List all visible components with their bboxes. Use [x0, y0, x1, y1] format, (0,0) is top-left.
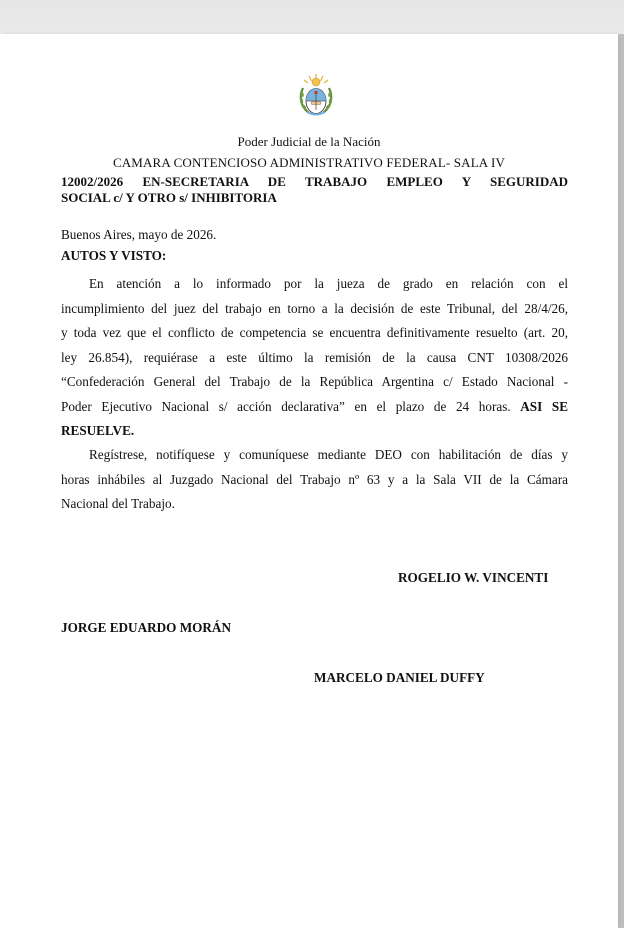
paragraph-resolution	[61, 272, 568, 444]
signature-vincenti: ROGELIO W. VINCENTI	[398, 570, 549, 585]
paragraph-line: incumplimiento del juez del trabajo en torno a la decisión de este Tribunal, del 28/4/26,	[61, 300, 568, 316]
paragraph-line: Nacional del Trabajo.	[61, 496, 175, 511]
case-caption	[61, 174, 568, 205]
paragraph-line: “Confederación General del Trabajo de la República Argentina c/ Estado Nacional -	[61, 374, 568, 389]
paragraph-line: Regístrese, notifíquese y comuníquese mediante DEO con habilitación de días y	[89, 447, 568, 462]
signature-moran: JORGE EDUARDO MORÁN	[61, 620, 231, 635]
document-page	[0, 34, 618, 928]
case-caption-line-2: SOCIAL c/ Y OTRO s/ INHIBITORIA	[61, 189, 277, 205]
resolve-text-part-2: RESUELVE.	[61, 423, 135, 438]
paragraph-line: Poder Ejecutivo Nacional s/ acción declarativa” en el plazo de 24 horas.	[61, 398, 511, 414]
paragraph-line	[61, 419, 568, 444]
coat-of-arms-icon	[297, 72, 335, 118]
paragraph-notification	[61, 443, 568, 517]
chamber-name: CAMARA CONTENCIOSO ADMINISTRATIVO FEDERAL- SALA IV	[112, 155, 506, 170]
paragraph-line: y toda vez que el conflicto de competencia se encuentra definitivamente resuelto (art. 20,	[61, 325, 568, 340]
institution-name: Poder Judicial de la Nación	[237, 134, 381, 149]
case-caption-line-1: 12002/2026 EN-SECRETARIA DE TRABAJO EMPLEO Y SEGURIDAD	[61, 174, 568, 189]
paragraph-line: ley 26.854), requiérase a este último la remisión de la causa CNT 10308/2026	[61, 349, 568, 365]
resolve-text-part-1: ASI SE	[520, 398, 568, 414]
paragraph-line-with-resolve	[61, 395, 568, 420]
signature-duffy: MARCELO DANIEL DUFFY	[314, 670, 485, 685]
paragraph-line: horas inhábiles al Juzgado Nacional del Trabajo nº 63 y a la Sala VII de la Cámara	[61, 471, 568, 487]
paragraph-line: En atención a lo informado por la jueza de grado en relación con el	[89, 276, 568, 291]
date-line: Buenos Aires, mayo de 2026.	[61, 227, 217, 242]
section-title: AUTOS Y VISTO:	[61, 248, 167, 263]
